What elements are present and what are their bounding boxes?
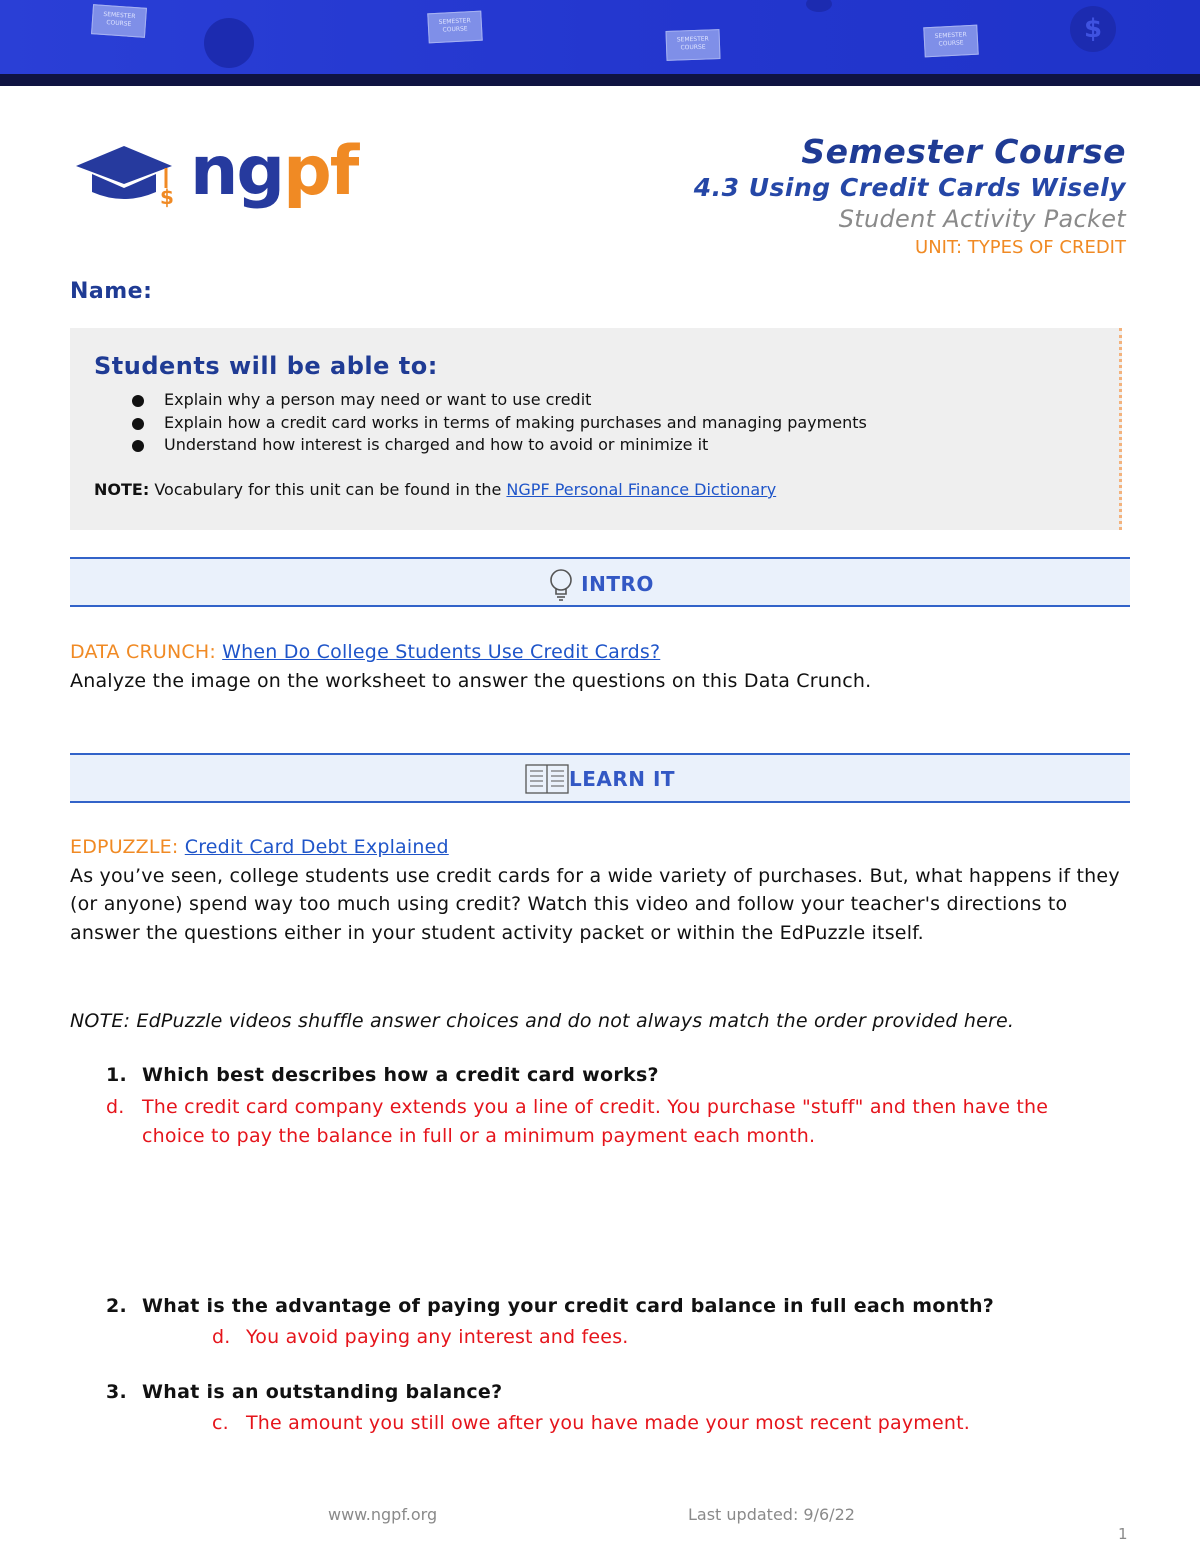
logo-wordmark — [190, 132, 357, 212]
answer-text: You avoid paying any interest and fees. — [246, 1326, 629, 1348]
dollar-coin-icon — [1070, 6, 1116, 52]
open-book-icon — [525, 763, 569, 795]
person-icon — [806, 0, 832, 12]
question-2 — [106, 1295, 994, 1317]
bullet-icon — [132, 418, 144, 430]
objective-text: Understand how interest is charged and how to avoid or minimize it — [164, 435, 709, 454]
answer-3 — [212, 1409, 1112, 1438]
intro-header-label: INTRO — [581, 572, 654, 596]
data-crunch-block — [70, 638, 1130, 695]
banner-divider — [0, 74, 1200, 86]
answer-letter: d. — [212, 1326, 231, 1348]
intro-section-header — [70, 557, 1130, 607]
unit-label: UNIT: TYPES OF CREDIT — [915, 237, 1126, 258]
banner-card: SEMESTER COURSE — [427, 11, 482, 44]
logo-dollar: $ — [160, 185, 174, 208]
title-block — [694, 132, 1126, 261]
note-text: Vocabulary for this unit can be found in the — [149, 480, 507, 499]
graduation-cap-icon — [72, 144, 182, 208]
question-number: 2. — [106, 1295, 128, 1317]
answer-letter: c. — [212, 1412, 229, 1434]
edpuzzle-label: EDPUZZLE: — [70, 836, 185, 858]
course-title: Semester Course — [801, 132, 1126, 171]
page-number: 1 — [1118, 1525, 1128, 1543]
lesson-title: 4.3 Using Credit Cards Wisely — [693, 173, 1126, 202]
note-label: NOTE: — [94, 480, 150, 499]
bullet-icon — [132, 440, 144, 452]
question-text: What is the advantage of paying your credit card balance in full each month? — [142, 1295, 995, 1317]
logo-pf: pf — [283, 132, 358, 211]
answer-text: The credit card company extends you a line of credit. You purchase "stuff" and then have the choice to pay the balance in full or a minimum payment each month. — [142, 1096, 1049, 1147]
objectives-box — [70, 328, 1122, 530]
data-crunch-label: DATA CRUNCH: — [70, 641, 223, 663]
objective-item — [130, 434, 867, 457]
edpuzzle-block — [70, 833, 1130, 947]
gauge-icon — [204, 18, 254, 68]
banner-card: SEMESTER COURSE — [923, 25, 978, 58]
objective-text: Explain how a credit card works in terms of making purchases and managing payments — [164, 412, 867, 432]
edpuzzle-link[interactable]: Credit Card Debt Explained — [184, 836, 449, 858]
data-crunch-text: Analyze the image on the worksheet to answer the questions on this Data Crunch. — [70, 669, 872, 692]
banner-card: SEMESTER COURSE — [665, 29, 720, 61]
ngpf-logo — [72, 132, 362, 216]
answer-1 — [106, 1093, 1116, 1150]
dictionary-link[interactable]: NGPF Personal Finance Dictionary — [506, 480, 777, 499]
question-3 — [106, 1381, 502, 1403]
vocabulary-note — [94, 480, 776, 499]
objective-item — [130, 412, 867, 435]
header-banner — [0, 0, 1200, 74]
edpuzzle-note: NOTE: EdPuzzle videos shuffle answer choices and do not always match the order provided here. — [70, 1010, 1015, 1032]
logo-ng: ng — [190, 132, 284, 211]
footer-last-updated: Last updated: 9/6/22 — [688, 1505, 855, 1524]
dollar-symbol: $ — [1083, 14, 1103, 44]
objectives-list — [130, 389, 867, 457]
question-text: What is an outstanding balance? — [142, 1381, 503, 1403]
objective-item — [130, 389, 867, 412]
edpuzzle-description: As you’ve seen, college students use credit cards for a wide variety of purchases. But, what happens if they (or anyone) spend way too much using credit? Watch this video and follow your teacher's directions to answer the questions either in your student activity packet or within the EdPuzzle itself. — [70, 864, 1120, 944]
packet-subtitle: Student Activity Packet — [838, 205, 1126, 233]
objective-text: Explain why a person may need or want to use credit — [164, 390, 592, 409]
answer-text: The amount you still owe after you have made your most recent payment. — [246, 1412, 971, 1434]
question-number: 3. — [106, 1381, 128, 1403]
data-crunch-link[interactable]: When Do College Students Use Credit Cards? — [222, 641, 661, 663]
footer-website: www.ngpf.org — [328, 1505, 438, 1524]
question-1 — [106, 1064, 659, 1086]
objectives-title: Students will be able to: — [94, 352, 438, 380]
learn-it-header-label: LEARN IT — [568, 767, 676, 791]
question-number: 1. — [106, 1064, 128, 1086]
bullet-icon — [132, 395, 144, 407]
name-label: Name: — [70, 279, 153, 304]
question-text: Which best describes how a credit card works? — [142, 1064, 659, 1086]
learn-it-section-header — [70, 753, 1130, 803]
answer-2 — [212, 1323, 1112, 1352]
answer-letter: d. — [106, 1096, 125, 1118]
lightbulb-icon — [546, 567, 576, 601]
banner-card: SEMESTER COURSE — [91, 4, 147, 38]
